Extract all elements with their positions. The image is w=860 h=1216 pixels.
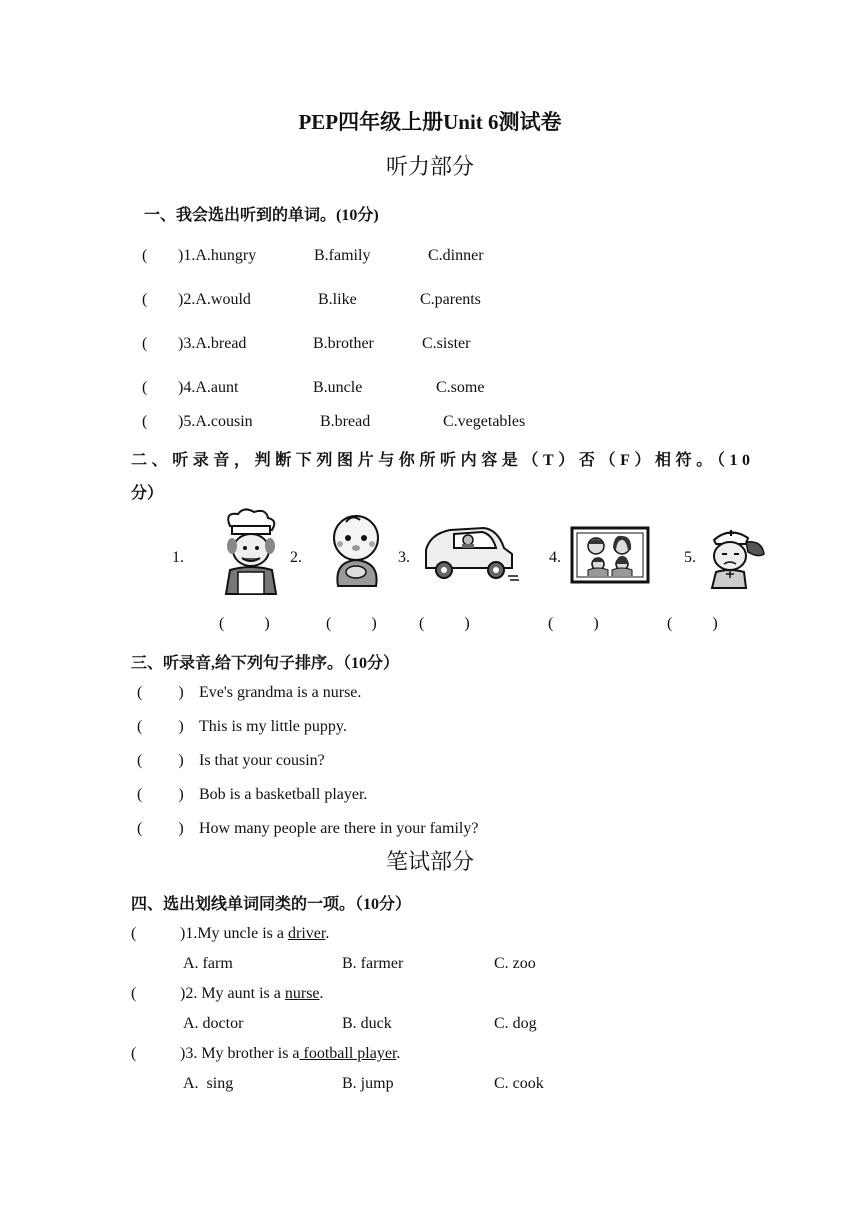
- question-suffix: .: [396, 1045, 401, 1062]
- option-a: A. doctor: [183, 1015, 244, 1032]
- section4-heading: 四、选出划线单词同类的一项。（10分）: [131, 896, 412, 913]
- option-b: B.bread: [320, 413, 371, 430]
- option-b: B. farmer: [342, 955, 404, 972]
- question-option-a: )2.A.would: [178, 291, 251, 308]
- section3-heading: 三、听录音,给下列句子排序。（10分）: [131, 655, 400, 672]
- underlined-word: driver: [287, 925, 326, 942]
- answer-blank[interactable]: ( ): [419, 615, 470, 632]
- option-c: C.some: [436, 379, 485, 396]
- option-c: C. cook: [494, 1075, 544, 1092]
- answer-blank[interactable]: ( ): [137, 752, 184, 769]
- section2-heading-line1: 二、听录音，判断下列图片与你所听内容是（T）否（F）相符。（10: [131, 452, 755, 469]
- answer-blank[interactable]: (: [131, 985, 137, 1002]
- answer-blank[interactable]: ( ): [137, 820, 184, 837]
- answer-blank[interactable]: ( ): [137, 684, 184, 701]
- answer-blank[interactable]: (: [142, 335, 148, 352]
- answer-blank[interactable]: (: [142, 291, 148, 308]
- option-c: C.sister: [422, 335, 471, 352]
- option-b: B.uncle: [313, 379, 363, 396]
- question-text: [180, 1045, 400, 1063]
- question-prefix: )3. My brother is a: [180, 1045, 300, 1062]
- question-suffix: .: [325, 925, 330, 942]
- option-b: B.brother: [313, 335, 374, 352]
- answer-blank[interactable]: (: [131, 925, 137, 942]
- option-a: A. farm: [183, 955, 233, 972]
- answer-blank[interactable]: (: [142, 413, 148, 430]
- option-b: B.family: [314, 247, 371, 264]
- listening-header: 听力部分: [385, 154, 474, 179]
- picture-number: 3.: [398, 549, 410, 566]
- picture-number: 4.: [549, 549, 561, 566]
- sentence: Is that your cousin?: [199, 752, 325, 769]
- answer-blank[interactable]: ( ): [667, 615, 718, 632]
- sentence: This is my little puppy.: [199, 718, 347, 735]
- sentence: How many people are there in your family?: [199, 820, 479, 837]
- answer-blank[interactable]: ( ): [326, 615, 377, 632]
- question-text: [180, 925, 329, 943]
- nurse-icon: [700, 526, 770, 590]
- car-driver-icon: [420, 520, 520, 584]
- writing-header: 笔试部分: [385, 849, 474, 874]
- question-prefix: )1.My uncle is a: [180, 925, 288, 942]
- question-text: [180, 985, 324, 1003]
- option-b: B. jump: [342, 1075, 394, 1092]
- underlined-word: nurse: [284, 985, 320, 1002]
- option-c: C.vegetables: [443, 413, 526, 430]
- question-suffix: .: [319, 985, 324, 1002]
- answer-blank[interactable]: ( ): [219, 615, 270, 632]
- family-photo-icon: [570, 526, 650, 584]
- option-c: C.dinner: [428, 247, 484, 264]
- page-title: PEP四年级上册Unit 6测试卷: [298, 110, 562, 134]
- underlined-word: football player: [299, 1045, 397, 1062]
- baby-icon: [326, 512, 388, 588]
- answer-blank[interactable]: (: [131, 1045, 137, 1062]
- picture-number: 1.: [172, 549, 184, 566]
- question-option-a: )1.A.hungry: [178, 247, 257, 264]
- question-option-a: )5.A.cousin: [178, 413, 253, 430]
- option-c: C.parents: [420, 291, 481, 308]
- option-b: B.like: [318, 291, 357, 308]
- section1-heading: 一、我会选出听到的单词。(10分): [144, 207, 379, 224]
- question-option-a: )4.A.aunt: [178, 379, 239, 396]
- answer-blank[interactable]: (: [142, 379, 148, 396]
- option-a: A. sing: [183, 1075, 234, 1092]
- answer-blank[interactable]: (: [142, 247, 148, 264]
- answer-blank[interactable]: ( ): [548, 615, 599, 632]
- answer-blank[interactable]: ( ): [137, 786, 184, 803]
- section2-heading-line2: 分）: [131, 485, 164, 502]
- sentence: Eve's grandma is a nurse.: [199, 684, 362, 701]
- chef-icon: [214, 508, 290, 596]
- option-c: C. zoo: [494, 955, 536, 972]
- question-prefix: )2. My aunt is a: [180, 985, 285, 1002]
- question-option-a: )3.A.bread: [178, 335, 247, 352]
- option-c: C. dog: [494, 1015, 537, 1032]
- picture-number: 2.: [290, 549, 302, 566]
- picture-number: 5.: [684, 549, 696, 566]
- answer-blank[interactable]: ( ): [137, 718, 184, 735]
- option-b: B. duck: [342, 1015, 392, 1032]
- sentence: Bob is a basketball player.: [199, 786, 368, 803]
